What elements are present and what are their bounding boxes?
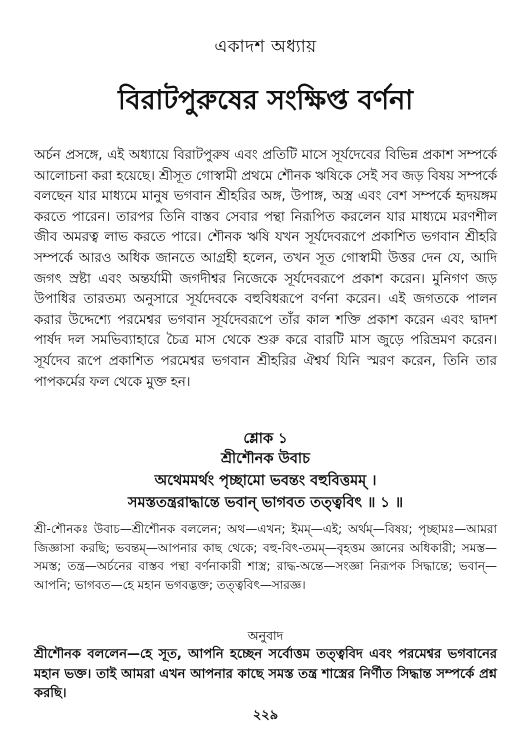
chapter-summary-paragraph: অর্চন প্রসঙ্গে, এই অধ্যায়ে বিরাটপুরুষ এবং প্রতিটি মাসে সূর্যদেবের বিভিন্ন প্রকাশ সম্পর্কে আলোচনা করা হয়েছে। শ্রীসূত গোস্বামী প্রথমে শৌনক ঋষিকে সেই সব জড় বিষয় সম্পর্কে বলছেন যার মাধ্যমে মানুষ ভগবান শ্রীহরির অঙ্গ, উপাঙ্গ, অস্ত্র এবং বেশ সম্পর্কে হৃদয়ঙ্গম করতে পারেন। তারপর তিনি বাস্তব সেবার পন্থা নিরূপিত করলেন যার মাধ্যমে মরণশীল জীব অমরত্ব লাভ করতে পারে। শৌনক ঋষি যখন সূর্যদেবরূপে প্রকাশিত ভগবান শ্রীহরি সম্পর্কে আরও অধিক জানতে আগ্রহী হলেন, তখন সূত গোস্বামী উত্তর দেন যে, আদি জগৎ স্রষ্টা এবং অন্তর্যামী জগদীশ্বর নিজেকে সূর্যদেবরূপে প্রকাশ করেন। মুনিগণ জড় উপাধির তারতম্য অনুসারে সূর্যদেবকে বহুবিধরূপে বর্ণনা করেন। এই জগতকে পালন করার উদ্দেশ্যে পরমেশ্বর ভগবান সূর্যদেবরূপে তাঁর কাল শক্তি প্রকাশ করেন এবং দ্বাদশ পার্ষদ দল সমভিব্যাহারে চৈত্র মাস থেকে শুরু করে বারটি মাস জুড়ে পরিভ্রমণ করেন। সূর্যদেব রূপে প্রকাশিত পরমেশ্বর ভগবান শ্রীহরির ঐশ্বর্য যিনি স্মরণ করেন, তিনি তার পাপকর্মের ফল থেকে মুক্ত হন।: [34, 148, 498, 390]
chapter-label: একাদশ অধ্যায়: [214, 37, 317, 57]
translation-label: অনুবাদ: [247, 628, 284, 643]
page-number: ২২৯: [252, 708, 279, 723]
verse-number-heading: শ্লোক ১: [243, 431, 288, 447]
verse-line-2: সমস্ততন্ত্ররাদ্ধান্তে ভবান্ ভাগবত তত্ত্ববিৎ ॥ ১ ॥: [127, 495, 404, 511]
chapter-title: বিরাটপুরুষের সংক্ষিপ্ত বর্ণনা: [117, 85, 414, 116]
translation-paragraph: শ্রীশৌনক বললেন—হে সূত, আপনি হচ্ছেন সর্বোত্তম তত্ত্ববিদ এবং পরমেশ্বর ভগবানের মহান ভক্ত। তাই আমরা এখন আপনার কাছে সমস্ত তন্ত্র শাস্ত্রের নির্ণীত সিদ্ধান্ত সম্পর্কে প্রশ্ন করছি।: [34, 647, 497, 702]
verse-speaker: শ্রীশৌনক উবাচ: [221, 451, 310, 467]
word-for-word-synonyms: শ্রী-শৌনকঃ উবাচ—শ্রীশৌনক বললেন; অথ—এখন; ইমম্—এই; অর্থম্—বিষয়; পৃচ্ছামঃ—আমরা জিজ্ঞাসা করছি; ভবন্তম্—আপনার কাছ থেকে; বহু-বিৎ-তমম্—বৃহত্তম জ্ঞানের অধিকারী; সমস্ত—সমস্ত; তন্ত্র—অর্চনের বাস্তব পন্থা বর্ণনাকারী শাস্ত্র; রাদ্ধ-অন্তে—সংজ্ঞা নিরূপক সিদ্ধান্তে; ভবান্—আপনি; ভাগবত—হে মহান ভগবদ্ভক্ত; তত্ত্ববিৎ—সারজ্ঞ।: [34, 522, 497, 592]
verse-line-1: অথেমমর্থং পৃচ্ছামো ভবন্তং বহুবিত্তমম্ ।: [154, 473, 377, 489]
